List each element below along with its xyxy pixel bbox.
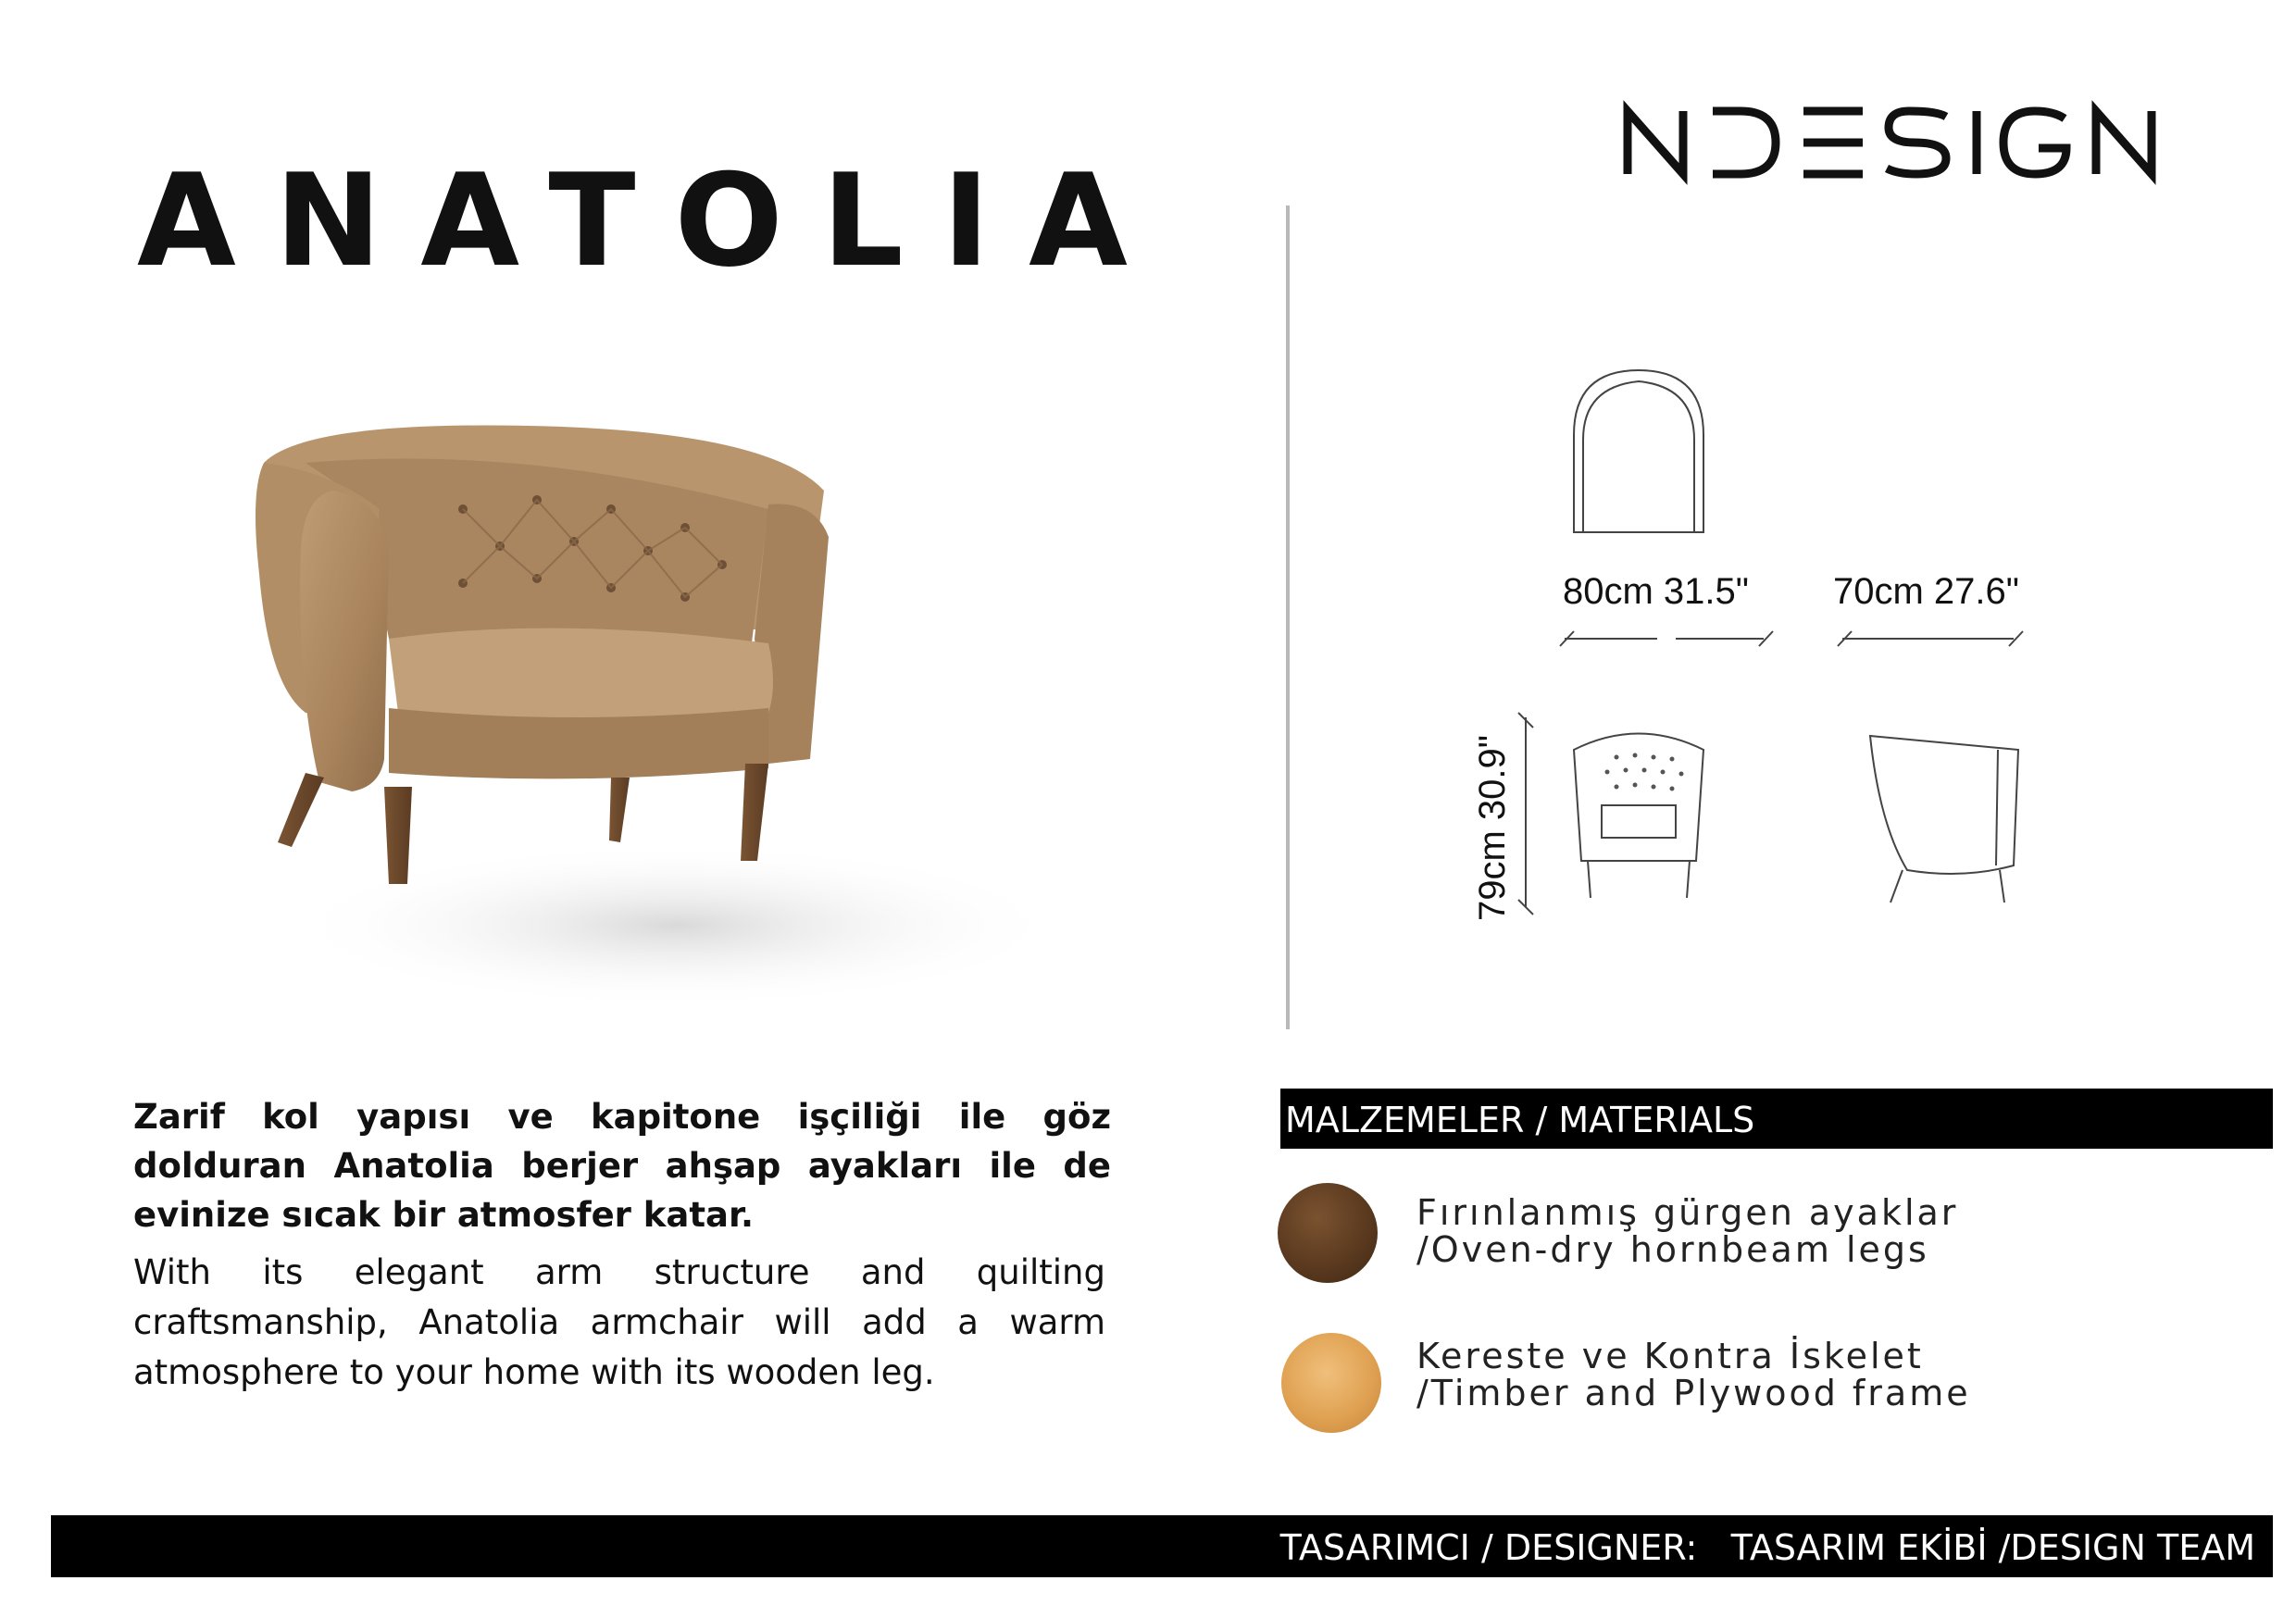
hornbeam-wood-swatch: [1278, 1183, 1378, 1283]
material-item-legs: [1416, 1194, 2065, 1268]
materials-title: MALZEMELER / MATERIALS: [1285, 1100, 1755, 1140]
height-label: 79cm 30.9": [1472, 735, 1513, 921]
width-label: 80cm 31.5": [1563, 571, 1749, 612]
dimension-drawings: [1444, 361, 2074, 935]
armchair-photo: [250, 407, 1120, 1037]
material-line-tr: Fırınlanmış gürgen ayaklar: [1416, 1192, 1959, 1233]
product-title: ANATOLIA: [137, 146, 1167, 295]
depth-label: 70cm 27.6": [1833, 571, 2019, 612]
designer-credit: TASARIMCI / DESIGNER: TASARIM EKİBİ /DESIGN TEAM: [1279, 1527, 2255, 1568]
description-english: With its elegant arm structure and quilting craftsmanship, Anatolia armchair will add a warm atmosphere to your home with its wooden leg.: [133, 1252, 1105, 1392]
material-item-frame: [1416, 1338, 2065, 1412]
material-line-en: /Timber and Plywood frame: [1416, 1373, 1971, 1413]
material-line-en: /Oven-dry hornbeam legs: [1416, 1229, 1929, 1270]
timber-wood-swatch: [1281, 1333, 1381, 1433]
brand-logo: [1620, 100, 2176, 188]
vertical-divider: [1286, 205, 1290, 1029]
material-line-tr: Kereste ve Kontra İskelet: [1416, 1336, 1924, 1376]
description-turkish: Zarif kol yapısı ve kapitone işçiliği ile göz dolduran Anatolia berjer ahşap ayakları ile de evinize sıcak bir atmosfer katar.: [133, 1097, 1111, 1235]
